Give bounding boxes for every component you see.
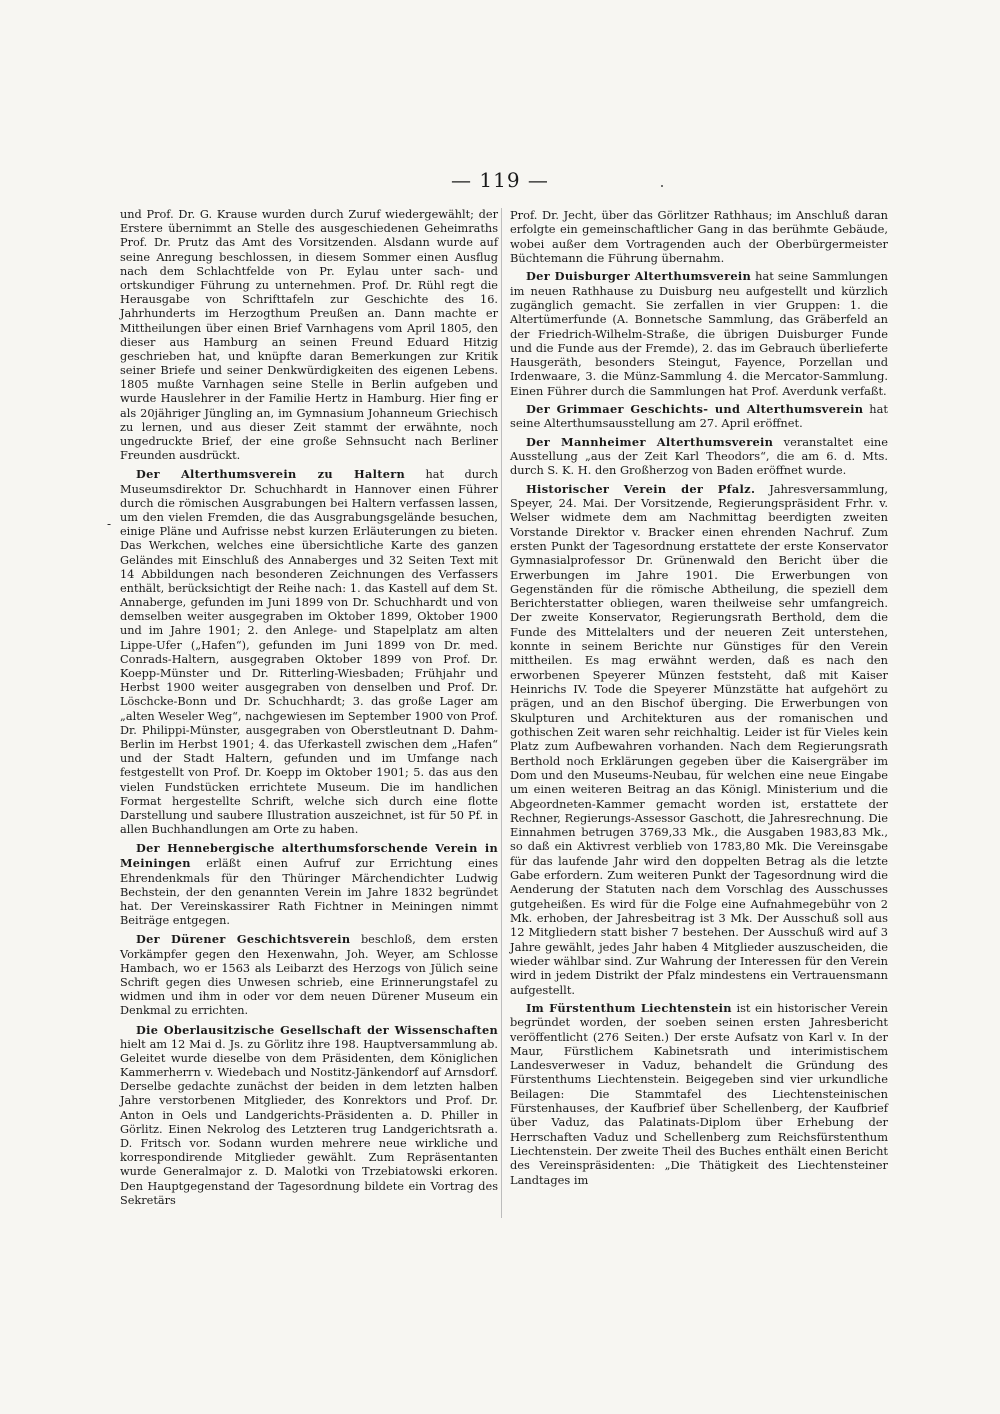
paragraph-heading: Der Duisburger Alterthumsverein: [526, 269, 752, 284]
paragraph-text: erläßt einen Aufruf zur Errichtung eines Ehrendenkmals für den Thüringer Märchendichter Ludwig Bechstein, der den genannten Verein im Jahre 1832 begründet hat. Der Vereinskassirer Rath Fichtner in Meiningen nimmt Beiträge entgegen.: [120, 857, 498, 928]
left-column: [120, 208, 498, 1212]
paragraph-text: Prof. Dr. Jecht, über das Görlitzer Rathhaus; im Anschluß daran erfolgte ein gemeinschaftlicher Gang in das berühmte Gebäude, wobei außer dem Vortragenden auch der Oberbürgermeister Büchtemann die Führung übernahm.: [510, 208, 888, 265]
paragraph-heading: Der Hennebergische alterthumsforschende Verein in Meiningen: [120, 841, 498, 871]
paragraph: [120, 208, 498, 463]
paragraph-heading: Historischer Verein der Pfalz.: [526, 481, 756, 496]
paragraph-heading: Der Grimmaer Geschichts- und Alterthumsverein: [526, 402, 864, 417]
margin-mark: -: [107, 517, 112, 531]
paragraph-heading: Die Oberlausitzische Gesellschaft der Wissenschaften: [136, 1022, 498, 1037]
paragraph-text: hat durch Museumsdirektor Dr. Schuchhardt in Hannover einen Führer durch die römischen Ausgrabungen bei Haltern verfassen lassen, um den vielen Fremden, die das Ausgrabungsgelände besuchen, einige Pläne und Aufrisse nebst kurzen Erläuterungen zu bieten. Das Werkchen, welches eine übersichtliche Karte des ganzen Geländes mit Einschluß des Annaberges und 32 Seiten Text mit 14 Abbildungen nach besonderen Zeichnungen des Verfassers enthält, berücksichtigt der Reihe nach: 1. das Kastell auf dem St. Annaberge, gefunden im Juni 1899 von Dr. Schuchhardt und von demselben weiter ausgegraben im Oktober 1899, Oktober 1900 und im Jahre 1901; 2. den Anlege- und Stapelplatz am alten Lippe-Ufer („Hafen“), gefunden im Juni 1899 von Dr. med. Conrads-Haltern, ausgegraben Oktober 1899 von Prof. Dr. Koepp-Münster und Dr. Ritterling-Wiesbaden; Frühjahr und Herbst 1900 weiter ausgegraben von denselben und Prof. Dr. Löschcke-Bonn und Dr. Schuchhardt; 3. das große Lager am „alten Weseler Weg“, nachgewiesen im September 1900 von Prof. Dr. Philippi-Münster, ausgegraben von Oberstleutnant D. Dahm-Berlin im Herbst 1901; 4. das Uferkastell zwischen dem „Hafen“ und der Stadt Haltern, gefunden und im Umfange nach festgestellt von Prof. Dr. Koepp im Oktober 1901; 5. das aus den vielen Fundstücken errichtete Museum. Die im handlichen Format hergestellte Schrift, welche sich durch eine flotte Darstellung und saubere Illustration auszeichnet, ist für 50 Pf. in allen Buchhandlungen am Orte zu haben.: [120, 468, 498, 837]
paragraph-heading: Der Dürener Geschichtsverein: [136, 932, 351, 947]
paragraph-text: hat seine Sammlungen im neuen Rathhause zu Duisburg neu aufgestellt und kürzlich zugänglich gemacht. Sie zerfallen in vier Gruppen: 1. die Altertümerfunde (A. Bonnetsche Sammlung, das Gräberfeld an der Friedrich-Wilhelm-Straße, die übrigen Duisburger Funde und die Funde aus der Fremde), 2. das im Gebrauch überlieferte Hausgeräth, besonders Steingut, Fayence, Porzellan und Irdenwaare, 3. die Münz-Sammlung 4. die Mercator-Sammlung. Einen Führer durch die Sammlungen hat Prof. Averdunk verfaßt.: [510, 269, 889, 398]
paragraph: [120, 932, 498, 1018]
paragraph: [510, 435, 888, 478]
paragraph-text: und Prof. Dr. G. Krause wurden durch Zuruf wiedergewählt; der Erstere übernimmt an Stelle des ausgeschiedenen Geheimraths Prof. Dr. Prutz das Amt des Vorsitzenden. Alsdann wurde auf seine Anregung beschlossen, in diesem Sommer einen Ausflug nach dem Schlachtfelde von Pr. Eylau unter sach- und ortskundiger Führung zu unternehmen. Prof. Dr. Rühl regt die Herausgabe von Schrifttafeln zur Geschichte des 16. Jahrhunderts im Herzogthum Preußen an. Dann machte er Mittheilungen über einen Brief Varnhagens vom April 1805, den dieser aus Hamburg an seinen Freund Eduard Hitzig geschrieben hat, und knüpfte daran Bemerkungen zur Kritik seiner Briefe und seiner Denkwürdigkeiten des eigenen Lebens. 1805 mußte Varnhagen seine Stelle in Berlin aufgeben und wurde Hauslehrer in der Familie Hertz in Hamburg. Hier fing er als 20jähriger Jüngling an, im Gymnasium Johanneum Griechisch zu lernen, und aus dieser Zeit stammt der erwähnte, noch ungedruckte Brief, der eine große Sehnsucht nach Berliner Freunden ausdrückt.: [120, 208, 498, 463]
paragraph: [510, 208, 888, 265]
paragraph-text: Jahresversammlung, Speyer, 24. Mai. Der Vorsitzende, Regierungspräsident Frhr. v. Welser widmete dem am Nachmittag beerdigten zweiten Vorstande Direktor v. Bracker einen ehrenden Nachruf. Zum ersten Punkt der Tagesordnung erstattete der erste Konservator Gymnasialprofessor Dr. Grünenwald den Bericht über die Erwerbungen im Jahre 1901. Die Erwerbungen von Gegenständen für die römische Abtheilung, die speziell dem Berichterstatter obliegen, waren theilweise sehr umfangreich. Der zweite Konservator, Regierungsrath Berthold, dem die Funde des Mittelalters und der neueren Zeit unterstehen, konnte in seinem Berichte nur Günstiges für den Verein mittheilen. Es mag erwähnt werden, daß es nach den erworbenen Speyerer Münzen feststeht, daß mit Kaiser Heinrichs IV. Tode die Speyerer Münzstätte hat aufgehört zu prägen, und an den Bischof überging. Die Erwerbungen von Skulpturen und Architekturen aus der romanischen und gothischen Zeit waren sehr reichhaltig. Leider ist für Vieles kein Platz zum Aufbewahren vorhanden. Nach dem Regierungsrath Berthold noch Erklärungen gegeben über die Kaisergräber im Dom und den Museums-Neubau, für welchen eine neue Eingabe um einen weiteren Beitrag an das Königl. Ministerium und die Abgeordneten-Kammer gemacht worden ist, erstattete der Rechner, Regierungs-Assessor Gaschott, die Jahresrechnung. Die Einnahmen betrugen 3769,33 Mk., die Ausgaben 1983,83 Mk., so daß ein Aktivrest verblieb von 1783,80 Mk. Die Vereinsgabe für das laufende Jahr wird den doppelten Betrag als die letzte Gabe erfordern. Zum weiteren Punkt der Tagesordnung wird die Aenderung der Statuten nach dem Vorschlag des Ausschusses gutgeheißen. Es wird für die Folge eine Aufnahmegebühr von 2 Mk. erhoben, der Jahresbeitrag ist 3 Mk. Der Ausschuß soll aus 12 Mitgliedern statt bisher 7 bestehen. Der Ausschuß wird auf 3 Jahre gewählt, jedes Jahr haben 4 Mitglieder auszuscheiden, die wieder wählbar sind. Zur Wahrung der Interessen für den Verein wird in jedem Distrikt der Pfalz mindestens ein Vertrauensmann aufgestellt.: [510, 481, 888, 997]
paragraph-text: ist ein historischer Verein begründet worden, der soeben seinen ersten Jahresbericht veröffentlicht (276 Seiten.) Der erste Aufsatz von Karl v. In der Maur, Fürstlichem Kabinetsrath und interimistischem Landesverweser in Vaduz, behandelt die Gründung des Fürstenthums Liechtenstein. Beigegeben sind vier urkundliche Beilagen: Die Stammtafel des Liechtensteinischen Fürstenhauses, der Kaufbrief über Schellenberg, der Kaufbrief über Vaduz, das Palatinats-Diplom über Erhebung der Herrschaften Vaduz und Schellenberg zum Reichsfürstenthum Liechtenstein. Der zweite Theil des Buches enthält einen Bericht des Vereinspräsidenten: „Die Thätigkeit des Liechtensteiner Landtages im: [510, 1000, 888, 1187]
paragraph-text: hielt am 12 Mai d. Js. zu Görlitz ihre 198. Hauptversammlung ab. Geleitet wurde dieselbe von dem Präsidenten, dem Königlichen Kammerherrn v. Wiedebach und Nostitz-Jänkendorf auf Arnsdorf. Derselbe gedachte zunächst der beiden in dem letzten halben Jahre verstorbenen Mitglieder, des Konrektors und Prof. Dr. Anton in Oels und Landgerichts-Präsidenten a. D. Philler in Görlitz. Einen Nekrolog des Letzteren trug Landgerichtsrath a. D. Fritsch vor. Sodann wurden mehrere neue wirkliche und korrespondirende Mitglieder gewählt. Zum Repräsentanten wurde Generalmajor z. D. Malotki von Trzebiatowski erkoren. Den Hauptgegenstand der Tagesordnung bildete ein Vortrag des Sekretärs: [120, 1037, 498, 1207]
paragraph-heading: Im Fürstenthum Liechtenstein: [526, 1000, 732, 1015]
speck: [661, 185, 663, 187]
paragraph-text: hat seine Alterthumsausstellung am 27. April eröffnet.: [510, 402, 889, 431]
paragraph: [510, 269, 888, 398]
paragraph: [510, 482, 888, 997]
paragraph-heading: Der Mannheimer Alterthumsverein: [526, 434, 774, 449]
paragraph: [510, 402, 888, 431]
paragraph-heading: Der Alterthumsverein zu Haltern: [136, 467, 405, 482]
paragraph-text: beschloß, dem ersten Vorkämpfer gegen den Hexenwahn, Joh. Weyer, am Schlosse Hambach, wo er 1563 als Leibarzt des Herzogs von Jülich seine Schrift gegen dies Unwesen schrieb, eine Erinnerungstafel zu widmen und ihm in oder vor dem neuen Dürener Museum ein Denkmal zu errichten.: [120, 933, 498, 1018]
paragraph: [120, 841, 498, 928]
page-number: — 119 —: [451, 168, 549, 192]
paragraph: [120, 1023, 498, 1208]
right-column: [510, 208, 888, 1191]
paragraph-text: veranstaltet eine Ausstellung „aus der Zeit Karl Theodors“, die am 6. d. Mts. durch S. K. H. den Großherzog von Baden eröffnet wurde.: [510, 434, 888, 478]
paragraph: [120, 467, 498, 837]
column-divider: [501, 208, 502, 1218]
paragraph: [510, 1001, 888, 1187]
